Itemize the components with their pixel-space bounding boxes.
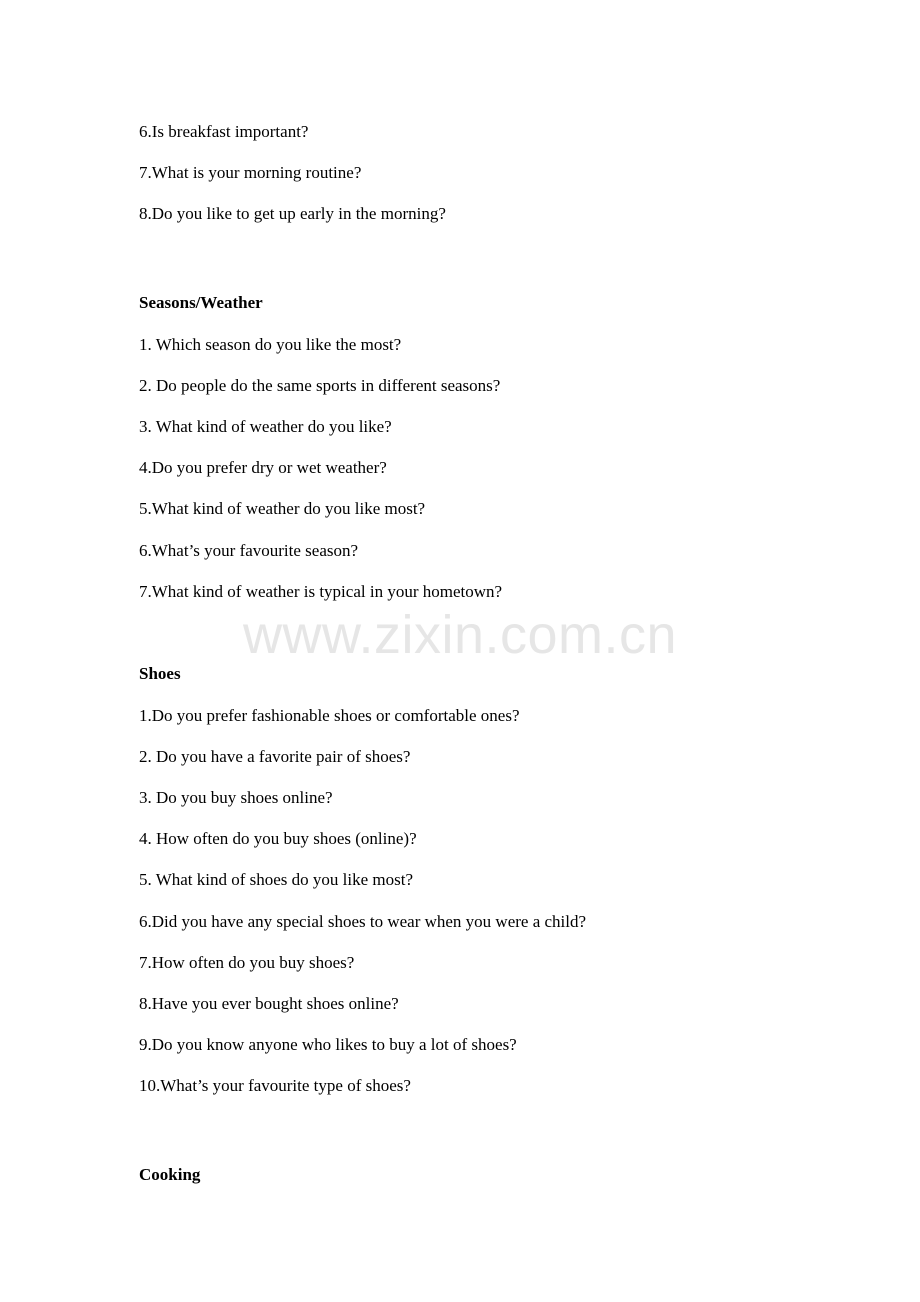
shoes-question-8: 8.Have you ever bought shoes online? [139,994,399,1013]
section-heading-seasons: Seasons/Weather [139,293,263,312]
shoes-question-1: 1.Do you prefer fashionable shoes or comfortable ones? [139,706,520,725]
seasons-question-2: 2. Do people do the same sports in different seasons? [139,376,501,395]
shoes-question-5: 5. What kind of shoes do you like most? [139,870,414,889]
seasons-question-1: 1. Which season do you like the most? [139,335,402,354]
shoes-question-9: 9.Do you know anyone who likes to buy a lot of shoes? [139,1035,517,1054]
shoes-question-4: 4. How often do you buy shoes (online)? [139,829,417,848]
seasons-question-7: 7.What kind of weather is typical in your hometown? [139,582,503,601]
seasons-question-3: 3. What kind of weather do you like? [139,417,392,436]
shoes-question-3: 3. Do you buy shoes online? [139,788,333,807]
seasons-question-5: 5.What kind of weather do you like most? [139,499,426,518]
morning-question-6: 6.Is breakfast important? [139,122,309,141]
seasons-question-4: 4.Do you prefer dry or wet weather? [139,458,387,477]
morning-question-8: 8.Do you like to get up early in the morning? [139,204,446,223]
seasons-question-6: 6.What’s your favourite season? [139,541,359,560]
morning-question-7: 7.What is your morning routine? [139,163,362,182]
shoes-question-7: 7.How often do you buy shoes? [139,953,355,972]
shoes-question-10: 10.What’s your favourite type of shoes? [139,1076,411,1095]
watermark: www.zixin.com.cn [242,605,678,665]
section-heading-cooking: Cooking [139,1165,201,1184]
shoes-question-6: 6.Did you have any special shoes to wear when you were a child? [139,912,587,931]
section-heading-shoes: Shoes [139,664,181,683]
shoes-question-2: 2. Do you have a favorite pair of shoes? [139,747,411,766]
